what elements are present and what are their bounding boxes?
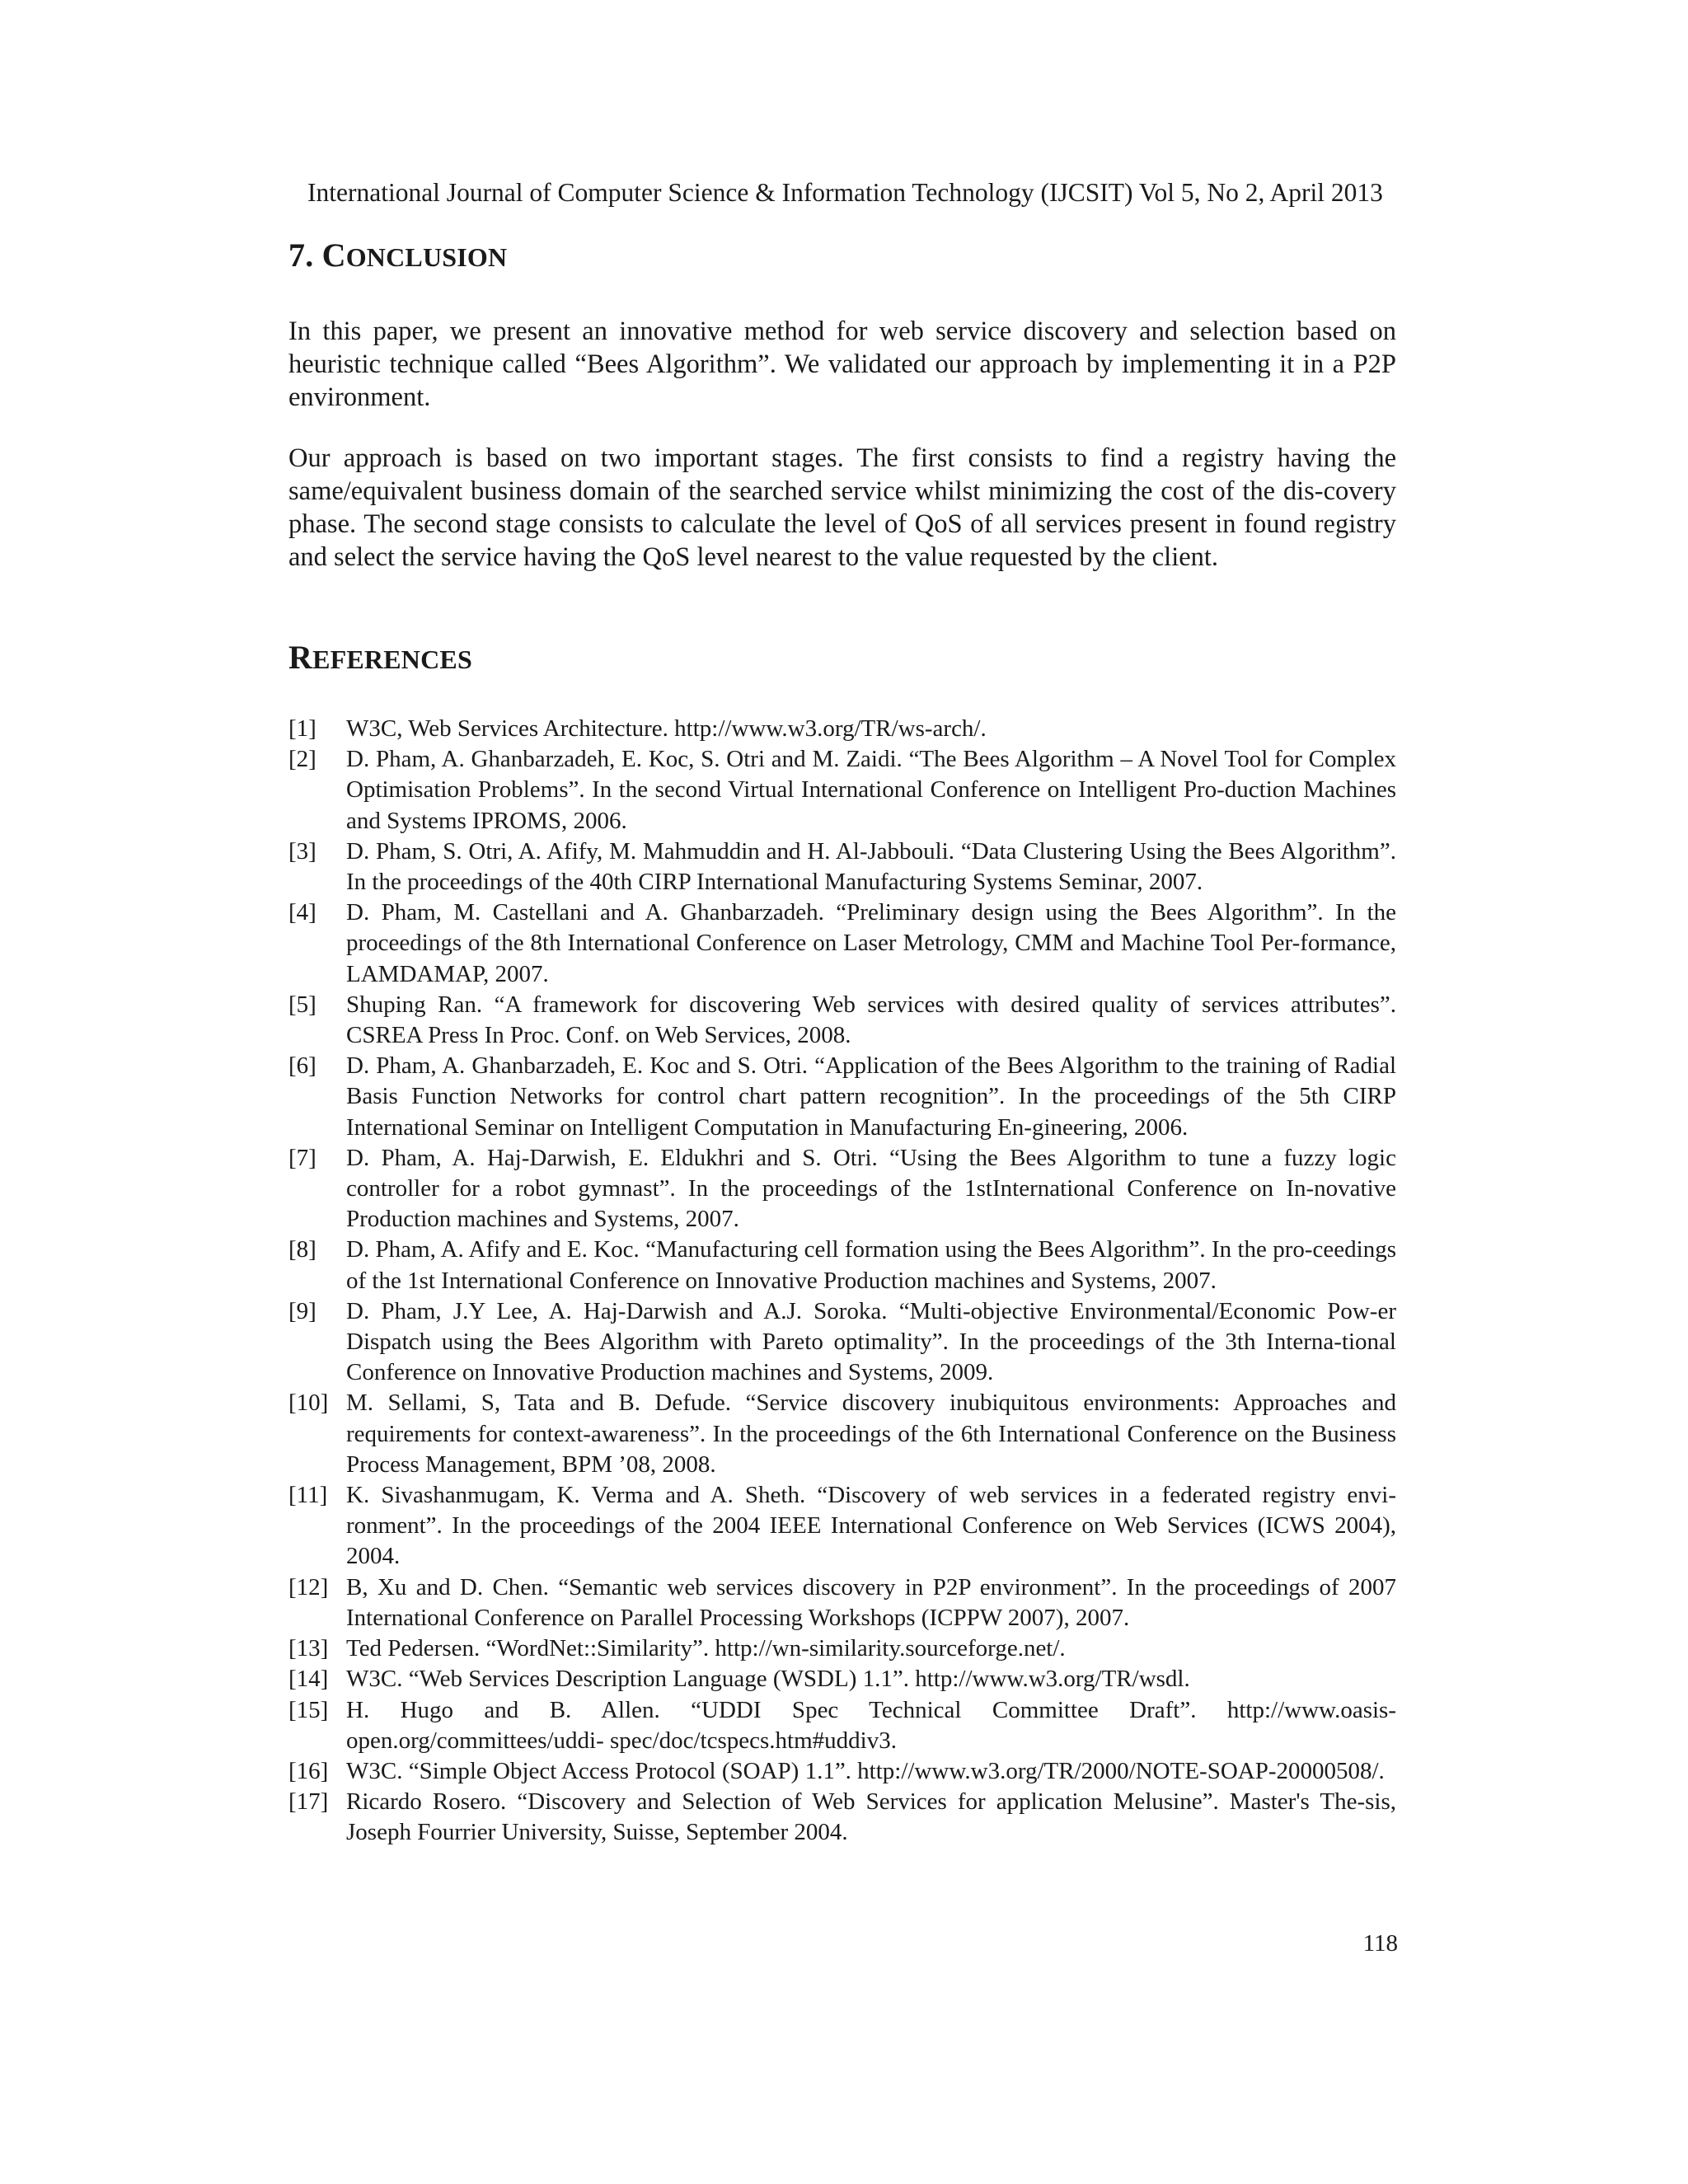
reference-item [288,1143,1396,1235]
reference-number: [16] [288,1757,329,1784]
reference-item [288,1695,1396,1756]
heading-initial: R [288,639,313,676]
reference-item [288,1296,1396,1389]
reference-item [288,1480,1396,1572]
reference-item [288,1787,1396,1848]
reference-number: [2] [288,746,316,773]
reference-text: D. Pham, M. Castellani and A. Ghanbarzadeh. “Preliminary design using the Bees Algorithm”. In the proceedings of the 8th International Conference on Laser Metrology, CMM and Machine Tool Per-formance, LAMDAMAP, 2007. [346,899,1396,987]
reference-number: [14] [288,1666,329,1693]
heading-rest: EFERENCES [312,644,472,674]
references-heading [288,638,472,677]
reference-text: D. Pham, A. Ghanbarzadeh, E. Koc and S. Otri. “Application of the Bees Algorithm to the training of Radial Basis Function Networks for control chart pattern recognition”. In the proceedings of the 5th CIRP International Seminar on Intelligent Computation in Manufacturing En-gineering, 2006. [346,1052,1396,1141]
reference-number: [6] [288,1052,316,1080]
reference-text: M. Sellami, S, Tata and B. Defude. “Service discovery inubiquitous environments: Approaches and requirements for context-awareness”. In the proceedings of the 6th International Conference on the Business Process Management, BPM ’08, 2008. [346,1390,1396,1478]
reference-number: [7] [288,1144,316,1171]
reference-text: B, Xu and D. Chen. “Semantic web services discovery in P2P environment”. In the proceedings of 2007 International Conference on Parallel Processing Workshops (ICPPW 2007), 2007. [346,1573,1396,1631]
reference-number: [3] [288,837,316,865]
reference-number: [4] [288,899,316,926]
reference-text: Shuping Ran. “A framework for discovering Web services with desired quality of services attributes”. CSREA Press In Proc. Conf. on Web Services, 2008. [346,991,1396,1049]
reference-item [288,1388,1396,1480]
reference-text: Ricardo Rosero. “Discovery and Selection of Web Services for application Melusine”. Master's The-sis, Joseph Fourrier University, Suisse, September 2004. [346,1788,1396,1846]
reference-number: [8] [288,1236,316,1263]
reference-item [288,898,1396,990]
reference-item [288,1756,1396,1787]
reference-item [288,837,1396,898]
reference-text: W3C, Web Services Architecture. http://www.w3.org/TR/ws-arch/. [346,715,987,742]
reference-item [288,990,1396,1051]
reference-item [288,714,1396,744]
reference-text: D. Pham, J.Y Lee, A. Haj-Darwish and A.J. Soroka. “Multi-objective Environmental/Economic Pow-er Dispatch using the Bees Algorithm with Pareto optimality”. In the proceedings of the 3th Interna-tional Conference on Innovative Production machines and Systems, 2009. [346,1297,1396,1386]
reference-item [288,744,1396,837]
reference-item [288,1633,1396,1664]
reference-number: [9] [288,1297,316,1324]
page-number: 118 [1362,1930,1398,1957]
heading-rest: ONCLUSION [345,242,508,272]
heading-initial: C [321,237,346,274]
reference-number: [1] [288,715,316,742]
reference-item [288,1235,1396,1296]
reference-list [288,714,1396,1849]
section-number: 7. [288,237,322,274]
running-head: International Journal of Computer Science & Information Technology (IJCSIT) Vol 5, No 2, April 2013 [307,178,1383,207]
reference-number: [10] [288,1390,329,1417]
conclusion-heading [288,236,507,274]
reference-number: [5] [288,991,316,1018]
reference-number: [15] [288,1696,329,1723]
reference-text: W3C. “Simple Object Access Protocol (SOAP) 1.1”. http://www.w3.org/TR/2000/NOTE-SOAP-20000508/. [346,1757,1385,1784]
reference-text: D. Pham, S. Otri, A. Afify, M. Mahmuddin and H. Al-Jabbouli. “Data Clustering Using the Bees Algorithm”. In the proceedings of the 40th CIRP International Manufacturing Systems Seminar, 2007. [346,837,1396,896]
reference-item [288,1051,1396,1143]
reference-text: D. Pham, A. Afify and E. Koc. “Manufacturing cell formation using the Bees Algorithm”. In the pro-ceedings of the 1st International Conference on Innovative Production machines and Systems, 2007. [346,1236,1396,1294]
reference-text: H. Hugo and B. Allen. “UDDI Spec Technical Committee Draft”. http://www.oasis-open.org/committees/uddi- spec/doc/tcspecs.htm#uddiv3. [346,1696,1396,1754]
reference-item [288,1572,1396,1633]
reference-number: [17] [288,1788,329,1816]
reference-text: D. Pham, A. Ghanbarzadeh, E. Koc, S. Otri and M. Zaidi. “The Bees Algorithm – A Novel Tool for Complex Optimisation Problems”. In the second Virtual International Conference on Intelligent Pro-duction Machines and Systems IPROMS, 2006. [346,746,1396,834]
reference-text: Ted Pedersen. “WordNet::Similarity”. http://wn-similarity.sourceforge.net/. [346,1635,1066,1662]
reference-text: W3C. “Web Services Description Language (WSDL) 1.1”. http://www.w3.org/TR/wsdl. [346,1666,1190,1693]
conclusion-paragraph-1: In this paper, we present an innovative method for web service discovery and selection based on heuristic technique called “Bees Algorithm”. We validated our approach by implementing it in a P2P environment. [288,316,1396,412]
reference-number: [12] [288,1573,329,1601]
reference-number: [13] [288,1635,329,1662]
reference-text: D. Pham, A. Haj-Darwish, E. Eldukhri and S. Otri. “Using the Bees Algorithm to tune a fuzzy logic controller for a robot gymnast”. In the proceedings of the 1stInternational Conference on In-novative Production machines and Systems, 2007. [346,1144,1396,1233]
conclusion-paragraph-2: Our approach is based on two important stages. The first consists to find a registry having the same/equivalent business domain of the searched service whilst minimizing the cost of the dis-covery phase. The second stage consists to calculate the level of QoS of all services present in found registry and select the service having the QoS level nearest to the value requested by the client. [288,443,1396,572]
reference-item [288,1664,1396,1694]
reference-number: [11] [288,1482,328,1509]
reference-text: K. Sivashanmugam, K. Verma and A. Sheth. “Discovery of web services in a federated registry envi-ronment”. In the proceedings of the 2004 IEEE International Conference on Web Services (ICWS 2004), 2004. [346,1482,1396,1570]
